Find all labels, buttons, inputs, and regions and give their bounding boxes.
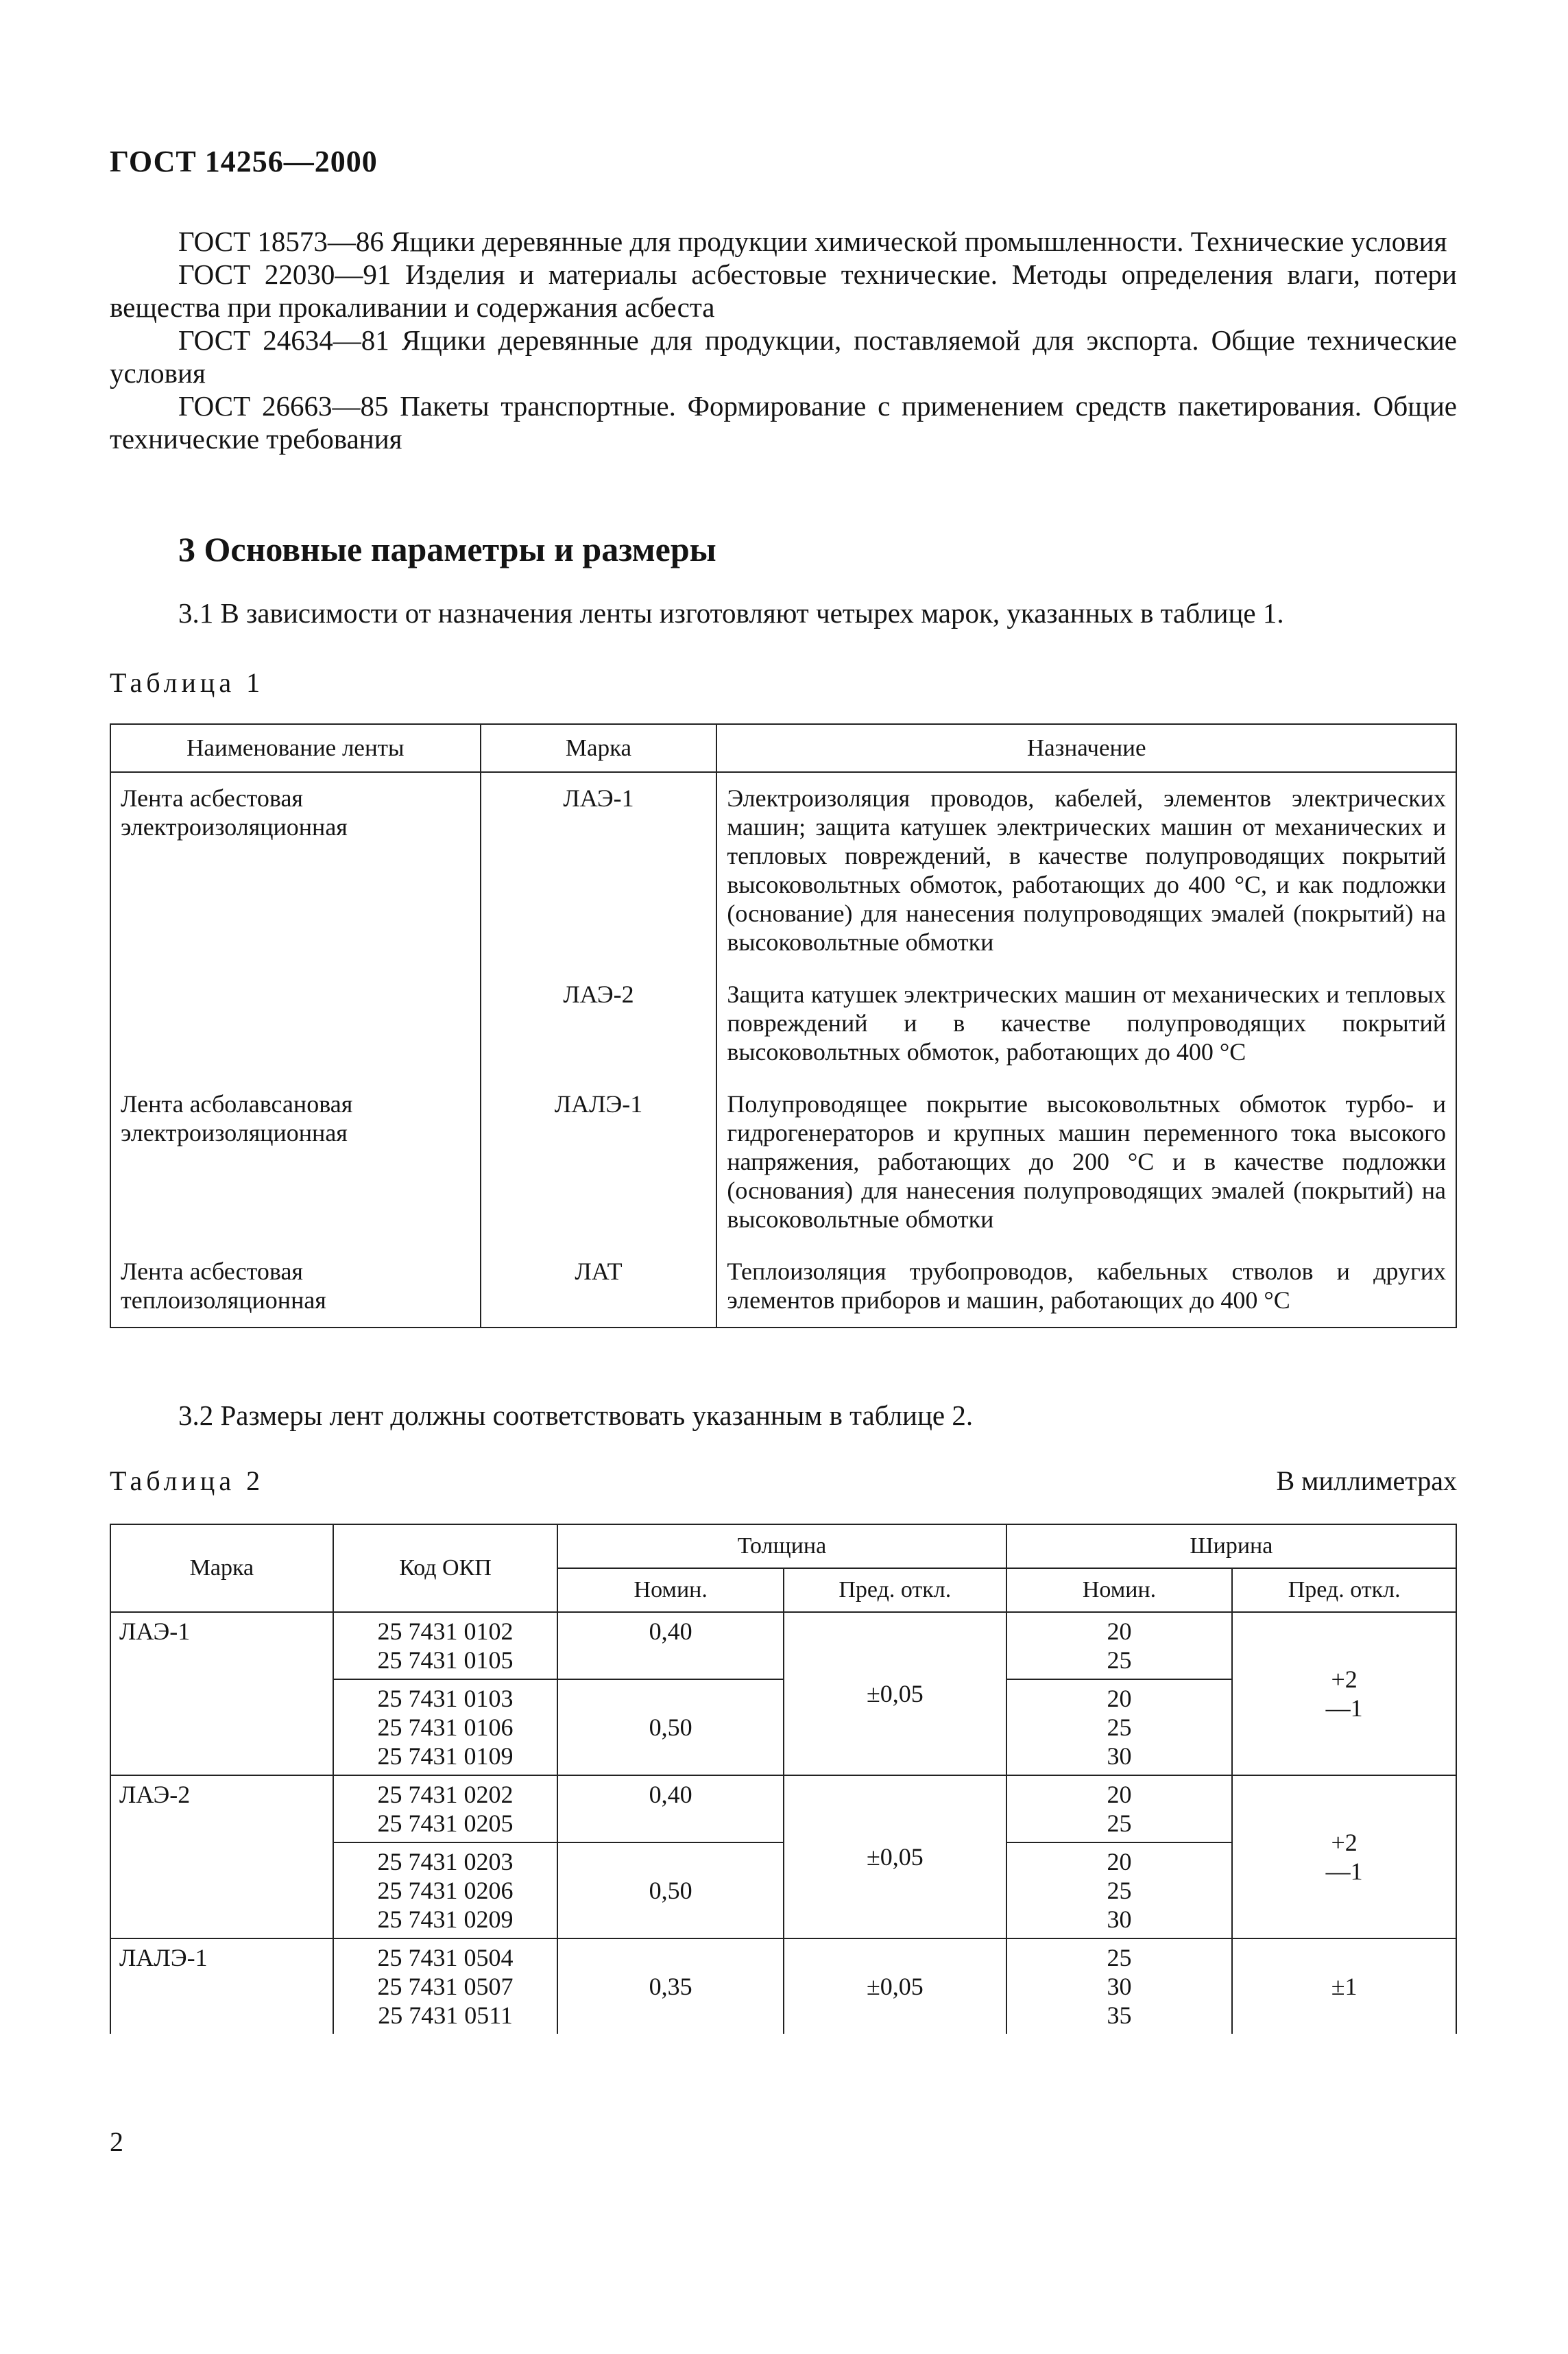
okp-codes: 25 7431 0203 25 7431 0206 25 7431 0209 <box>333 1842 558 1938</box>
width-nom: 20 25 <box>1006 1612 1233 1679</box>
document-header: ГОСТ 14256—2000 <box>110 145 378 178</box>
table2-header-mark: Марка <box>110 1524 333 1612</box>
reference-item: ГОСТ 24634—81 Ящики деревянные для продукции, поставляемой для экспорта. Общие технические условия <box>110 324 1457 389</box>
table-row <box>110 1775 1456 1842</box>
reference-item: ГОСТ 22030—91 Изделия и материалы асбестовые технические. Методы определения влаги, потери вещества при прокаливании и содержания асбеста <box>110 259 1457 323</box>
table-row <box>110 772 1456 969</box>
table2-header-row <box>110 1524 1456 1568</box>
normative-references <box>110 225 1457 455</box>
table-row <box>110 1612 1456 1679</box>
table-row <box>110 969 1456 1079</box>
page-number: 2 <box>110 2126 123 2157</box>
table1-header: Марка <box>481 724 717 772</box>
tape-mark: ЛАЛЭ-1 <box>110 1938 333 2034</box>
okp-codes: 25 7431 0504 25 7431 0507 25 7431 0511 <box>333 1938 558 2034</box>
thickness-dev: ±0,05 <box>784 1612 1006 1775</box>
table2-header-nom: Номин. <box>557 1568 784 1612</box>
tape-name: Лента асбестовая электроизоляционная <box>110 772 481 969</box>
paragraph-3-1: 3.1 В зависимости от назначения ленты изготовляют четырех марок, указанных в таблице 1. <box>178 597 1284 629</box>
tape-purpose: Защита катушек электрических машин от механических и тепловых повреждений и в качестве полупроводящих покрытий высоковольтных обмоток, работающих до 400 °С <box>716 969 1456 1079</box>
okp-codes: 25 7431 0103 25 7431 0106 25 7431 0109 <box>333 1679 558 1775</box>
okp-codes: 25 7431 0102 25 7431 0105 <box>333 1612 558 1679</box>
table1 <box>110 723 1457 1328</box>
table-row <box>110 1079 1456 1246</box>
section-title: 3 Основные параметры и размеры <box>178 530 716 568</box>
width-nom: 20 25 30 <box>1006 1842 1233 1938</box>
tape-name <box>110 969 481 1079</box>
table2-header-okp: Код ОКП <box>333 1524 558 1612</box>
table2 <box>110 1524 1457 2034</box>
table1-header-row <box>110 724 1456 772</box>
width-dev: ±1 <box>1232 1938 1456 2034</box>
thickness-nom: 0,35 <box>557 1938 784 2034</box>
okp-codes: 25 7431 0202 25 7431 0205 <box>333 1775 558 1842</box>
width-nom: 20 25 30 <box>1006 1679 1233 1775</box>
table2-header-dev: Пред. откл. <box>1232 1568 1456 1612</box>
thickness-nom: 0,40 <box>557 1612 784 1679</box>
thickness-nom: 0,50 <box>557 1842 784 1938</box>
tape-mark: ЛАЭ-2 <box>110 1775 333 1938</box>
tape-mark: ЛАЛЭ-1 <box>481 1079 717 1246</box>
tape-mark: ЛАЭ-2 <box>481 969 717 1079</box>
table2-caption: Таблица 2 <box>110 1465 265 1496</box>
thickness-nom: 0,40 <box>557 1775 784 1842</box>
width-nom: 20 25 <box>1006 1775 1233 1842</box>
table1-header: Назначение <box>716 724 1456 772</box>
table-row <box>110 1938 1456 2034</box>
table2-header-width: Ширина <box>1006 1524 1456 1568</box>
tape-name: Лента асболавсановая электроизоляционная <box>110 1079 481 1246</box>
width-dev: +2 —1 <box>1232 1775 1456 1938</box>
thickness-dev: ±0,05 <box>784 1938 1006 2034</box>
paragraph-3-2: 3.2 Размеры лент должны соответствовать указанным в таблице 2. <box>178 1400 974 1431</box>
table1-caption: Таблица 1 <box>110 667 265 698</box>
tape-purpose: Электроизоляция проводов, кабелей, элементов электрических машин; защита катушек электрических машин от механических и тепловых повреждений, в качестве полупроводящих покрытий высоковольтных обмоток, работающих до 400 °С, и как подложки (основание) для нанесения полупроводящих эмалей (покрытий) на высоковольтные обмотки <box>716 772 1456 969</box>
thickness-dev: ±0,05 <box>784 1775 1006 1938</box>
width-dev: +2 —1 <box>1232 1612 1456 1775</box>
tape-mark: ЛАЭ-1 <box>481 772 717 969</box>
table-row <box>110 1246 1456 1328</box>
width-nom: 25 30 35 <box>1006 1938 1233 2034</box>
table2-header-nom: Номин. <box>1006 1568 1233 1612</box>
tape-mark: ЛАЭ-1 <box>110 1612 333 1775</box>
reference-item: ГОСТ 26663—85 Пакеты транспортные. Формирование с применением средств пакетирования. Общие технические требования <box>110 390 1457 455</box>
thickness-nom: 0,50 <box>557 1679 784 1775</box>
table2-units: В миллиметрах <box>1276 1465 1457 1496</box>
table1-header: Наименование ленты <box>110 724 481 772</box>
table2-header-dev: Пред. откл. <box>784 1568 1006 1612</box>
tape-mark: ЛАТ <box>481 1246 717 1328</box>
tape-purpose: Теплоизоляция трубопроводов, кабельных стволов и других элементов приборов и машин, работающих до 400 °С <box>716 1246 1456 1328</box>
reference-item: ГОСТ 18573—86 Ящики деревянные для продукции химической промышленности. Технические условия <box>178 226 1447 257</box>
table2-header-thickness: Толщина <box>557 1524 1006 1568</box>
tape-purpose: Полупроводящее покрытие высоковольтных обмоток турбо- и гидрогенераторов и крупных машин переменного тока высокого напряжения, работающих до 200 °С и в качестве подложки (основания) для нанесения полупроводящих эмалей (покрытий) на высоковольтные обмотки <box>716 1079 1456 1246</box>
tape-name: Лента асбестовая теплоизоляционная <box>110 1246 481 1328</box>
